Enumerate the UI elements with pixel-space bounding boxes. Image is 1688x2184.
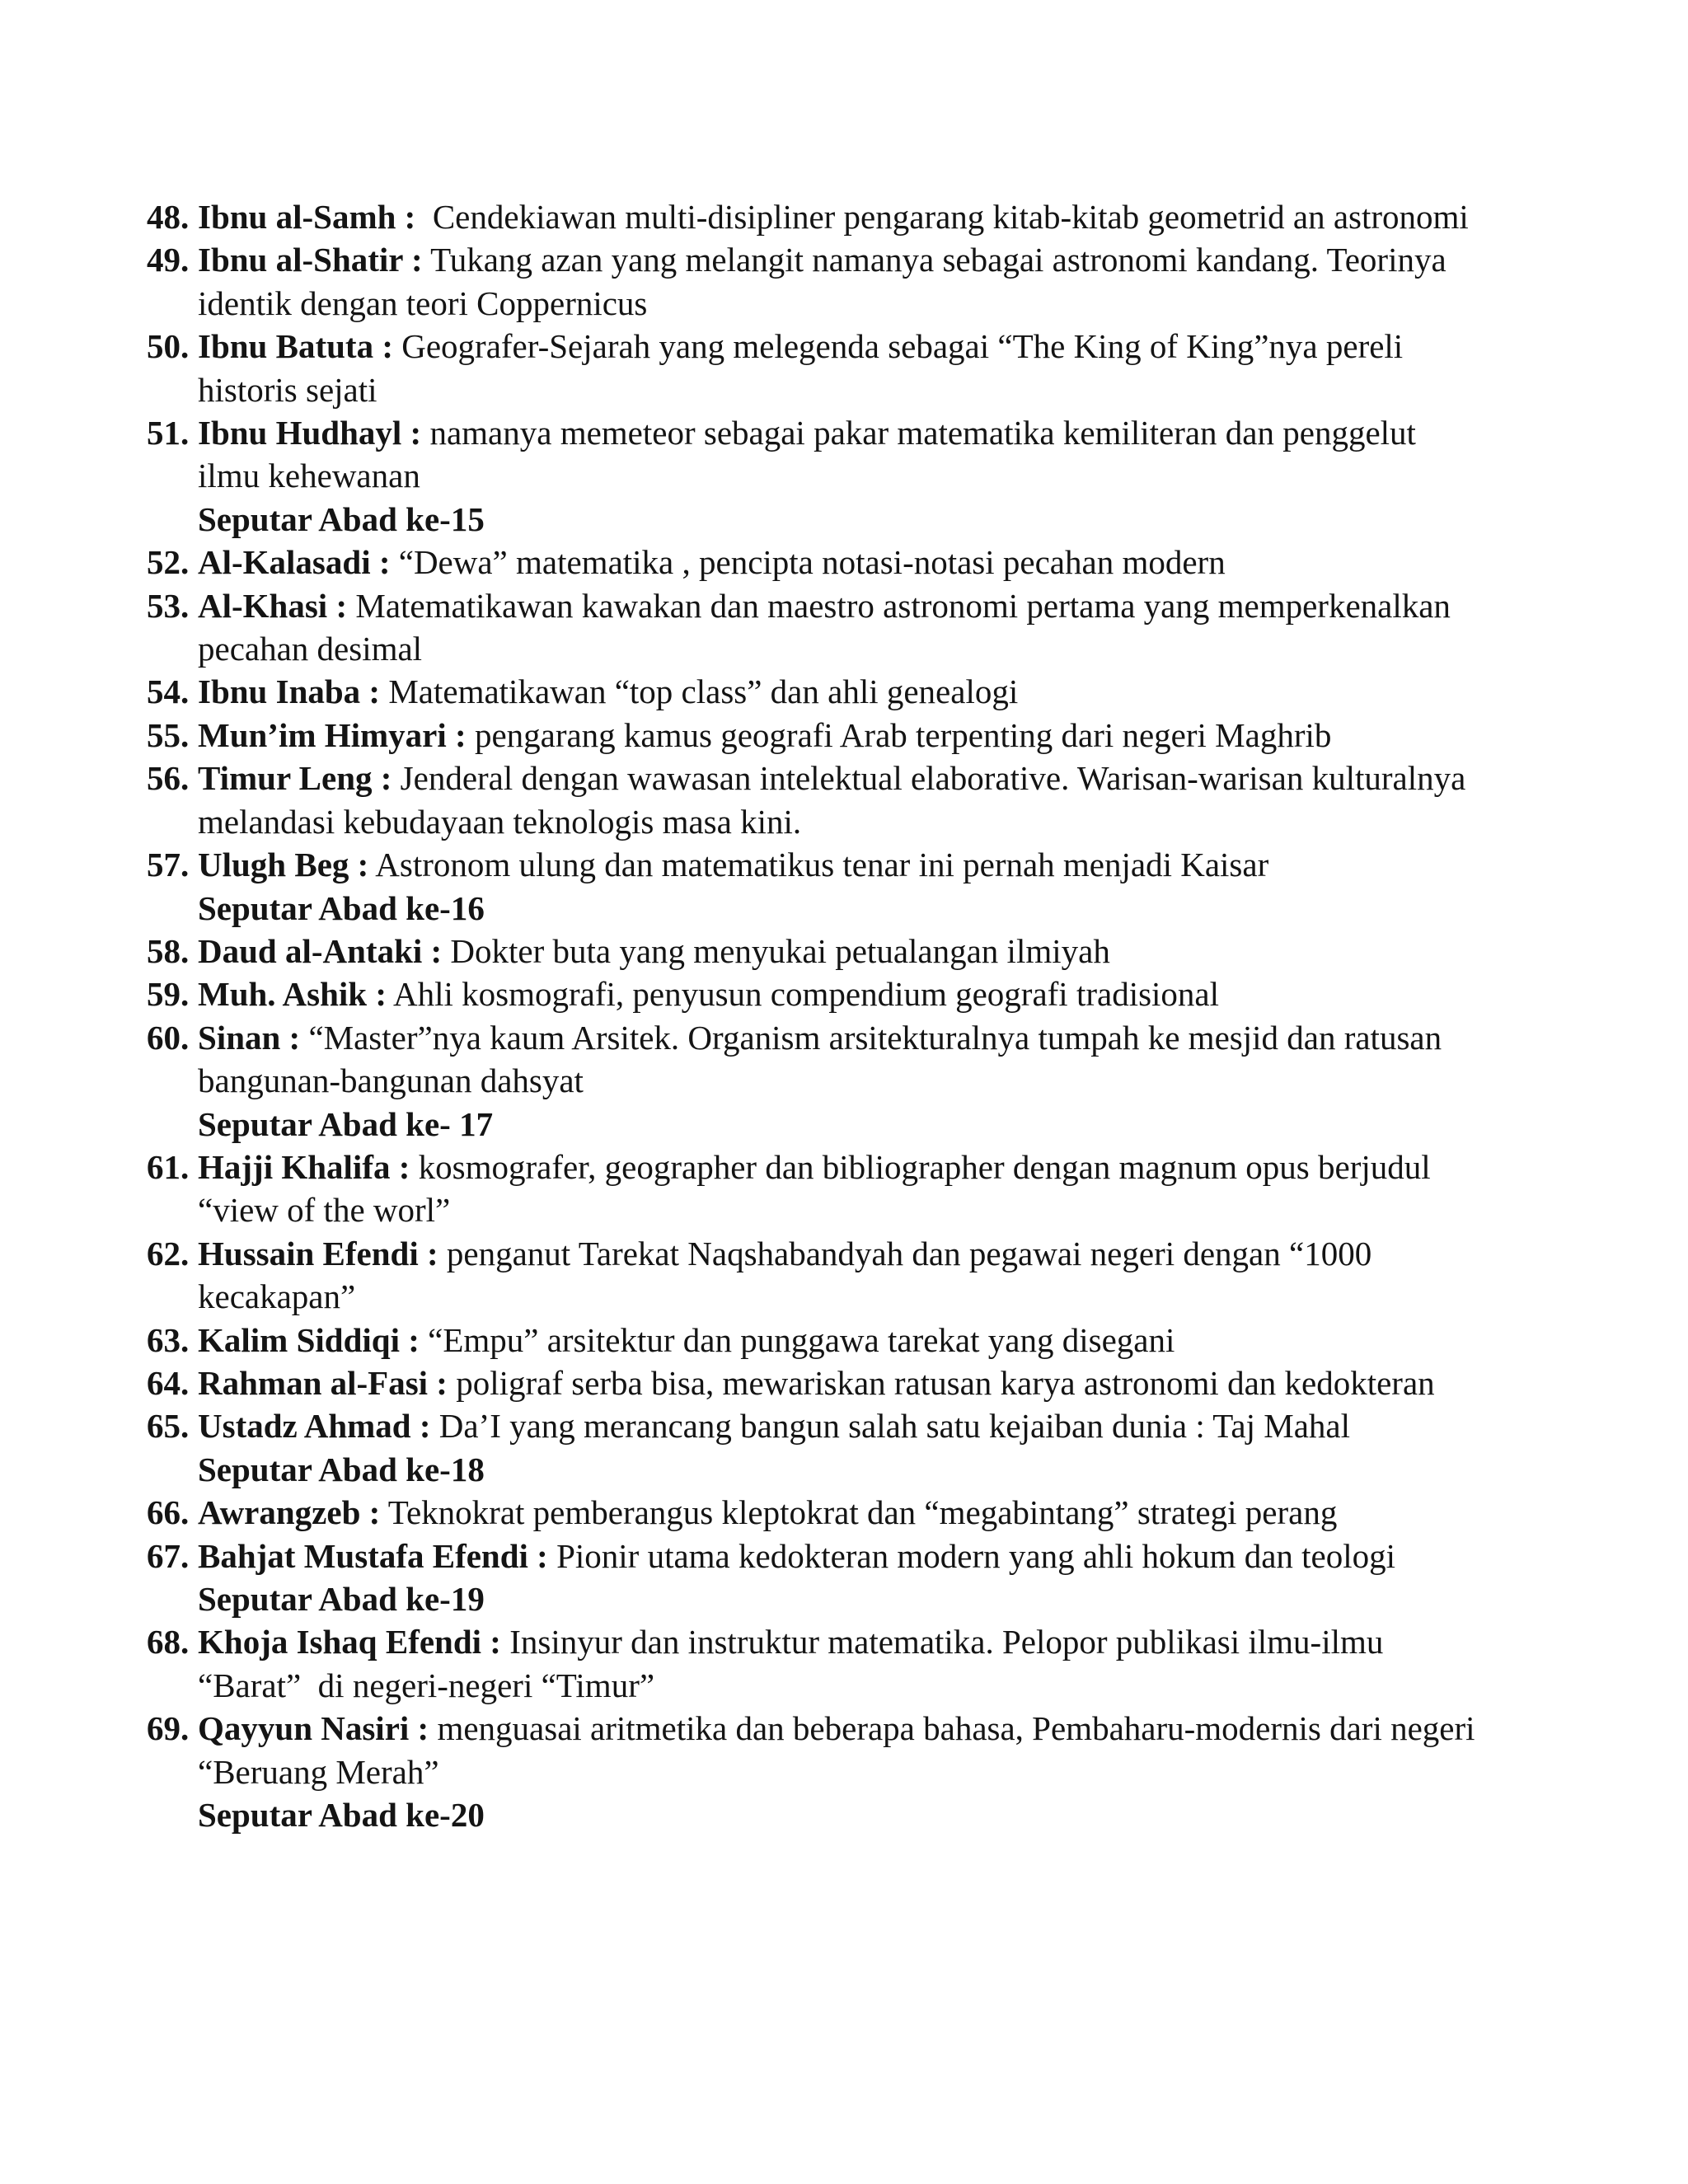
scholar-description: Ahli kosmografi, penyusun compendium geografi tradisional (387, 975, 1220, 1014)
scholar-name: Kalim Siddiqi : (198, 1320, 420, 1359)
scholar-name: Ibnu al-Shatir : (198, 241, 423, 279)
list-item (147, 1707, 1482, 1793)
list-item (147, 843, 1482, 886)
scholar-description: “Dewa” matematika , pencipta notasi-notasi pecahan modern (390, 543, 1226, 582)
list-item (147, 1361, 1482, 1404)
item-number: 69. (147, 1709, 190, 1748)
item-number: 62. (147, 1234, 190, 1272)
item-number: 49. (147, 241, 190, 279)
scholar-description: Astronom ulung dan matematikus tenar ini pernah menjadi Kaisar (368, 846, 1269, 884)
scholar-name: Al-Kalasadi : (198, 543, 391, 582)
scholar-description: Pionir utama kedokteran modern yang ahli hokum dan teologi (547, 1536, 1396, 1575)
scholar-description: Jenderal dengan wawasan intelektual elaborative. Warisan-warisan kulturalnya melandasi kebudayaan teknologis masa kini. (198, 759, 1475, 841)
item-number: 56. (147, 759, 190, 798)
list-item (147, 541, 1482, 583)
list-item (147, 757, 1482, 843)
scholar-description: Da’I yang merancang bangun salah satu kejaiban dunia : Taj Mahal (430, 1407, 1350, 1446)
scholar-description: Teknokrat pemberangus kleptokrat dan “megabintang” strategi perang (380, 1493, 1338, 1532)
scholar-name: Muh. Ashik : (198, 975, 387, 1014)
list-item (147, 238, 1482, 325)
scholar-description: penganut Tarekat Naqshabandyah dan pegawai negeri dengan “1000 kecakapan” (198, 1234, 1381, 1316)
list-item (147, 1016, 1482, 1103)
list-item (147, 930, 1482, 972)
item-number: 51. (147, 414, 190, 452)
scholar-name: Sinan : (198, 1018, 301, 1057)
scholar-description: Geografer-Sejarah yang melegenda sebagai “The King of King”nya pereli historis sejati (198, 327, 1412, 409)
item-number: 55. (147, 715, 190, 754)
century-heading: Seputar Abad ke- 17 (198, 1104, 494, 1143)
scholar-description: Matematikawan kawakan dan maestro astronomi pertama yang memperkenalkan pecahan desimal (198, 586, 1460, 668)
list-item (147, 1620, 1482, 1707)
item-number: 64. (147, 1363, 190, 1402)
item-number: 60. (147, 1018, 190, 1057)
scholar-description: Cendekiawan multi-disipliner pengarang kitab-kitab geometrid an astronomi (415, 198, 1469, 236)
scholar-name: Ulugh Beg : (198, 846, 369, 884)
item-number: 48. (147, 198, 190, 236)
scholar-description: pengarang kamus geografi Arab terpenting dari negeri Maghrib (466, 715, 1332, 754)
scholar-name: Hajji Khalifa : (198, 1147, 410, 1186)
item-number: 68. (147, 1623, 190, 1661)
century-heading: Seputar Abad ke-20 (198, 1796, 485, 1835)
scholar-name: Hussain Efendi : (198, 1234, 438, 1272)
scholar-name: Bahjat Mustafa Efendi : (198, 1536, 548, 1575)
list-item (147, 1232, 1482, 1319)
scholar-name: Qayyun Nasiri : (198, 1709, 429, 1748)
scholar-description: kosmografer, geographer dan bibliographer dengan magnum opus berjudul “view of the worl” (198, 1147, 1439, 1230)
scholar-name: Rahman al-Fasi : (198, 1363, 448, 1402)
item-number: 58. (147, 931, 190, 970)
scholar-name: Timur Leng : (198, 759, 392, 798)
scholar-name: Ibnu al-Samh : (198, 198, 416, 236)
list-item (147, 584, 1482, 671)
item-number: 61. (147, 1147, 190, 1186)
list-item (147, 1535, 1482, 1577)
item-number: 63. (147, 1320, 190, 1359)
item-number: 52. (147, 543, 190, 582)
item-number: 59. (147, 975, 190, 1014)
scholar-description: Tukang azan yang melangit namanya sebagai astronomi kandang. Teorinya identik dengan teori Coppernicus (198, 241, 1455, 322)
list-item (147, 195, 1482, 238)
century-heading: Seputar Abad ke-18 (198, 1450, 485, 1488)
list-item (147, 670, 1482, 713)
list-item (147, 411, 1482, 498)
item-number: 67. (147, 1536, 190, 1575)
scholar-description: Matematikawan “top class” dan ahli genealogi (380, 673, 1019, 711)
scholar-description: “Master”nya kaum Arsitek. Organism arsitekturalnya tumpah ke mesjid dan ratusan bangunan-bangunan dahsyat (198, 1018, 1451, 1100)
scholar-description: poligraf serba bisa, mewariskan ratusan karya astronomi dan kedokteran (447, 1363, 1435, 1402)
scholar-description: namanya memeteor sebagai pakar matematika kemiliteran dan penggelut ilmu kehewanan (198, 414, 1425, 495)
scholar-name: Awrangzeb : (198, 1493, 381, 1532)
scholar-name: Ibnu Hudhayl : (198, 414, 422, 452)
scholar-description: menguasai aritmetika dan beberapa bahasa, Pembaharu-modernis dari negeri “Beruang Merah” (198, 1709, 1484, 1791)
scholar-name: Ustadz Ahmad : (198, 1407, 431, 1446)
scholar-name: Daud al-Antaki : (198, 931, 443, 970)
scholar-description: Dokter buta yang menyukai petualangan ilmiyah (442, 931, 1110, 970)
list-item (147, 1146, 1482, 1232)
list-item (147, 1491, 1482, 1534)
item-number: 57. (147, 846, 190, 884)
list-item (147, 714, 1482, 757)
entry-list (147, 195, 1482, 1836)
scholar-name: Khoja Ishaq Efendi : (198, 1623, 501, 1661)
item-number: 50. (147, 327, 190, 366)
scholar-description: “Empu” arsitektur dan punggawa tarekat yang disegani (419, 1320, 1175, 1359)
item-number: 65. (147, 1407, 190, 1446)
scholar-name: Ibnu Batuta : (198, 327, 393, 366)
century-heading: Seputar Abad ke-15 (198, 499, 485, 538)
item-number: 53. (147, 586, 190, 625)
item-number: 54. (147, 673, 190, 711)
scholar-name: Mun’im Himyari : (198, 715, 467, 754)
century-heading: Seputar Abad ke-16 (198, 888, 485, 927)
list-item (147, 972, 1482, 1015)
century-heading: Seputar Abad ke-19 (198, 1580, 485, 1618)
list-item (147, 325, 1482, 411)
list-item (147, 1319, 1482, 1361)
scholar-description: Insinyur dan instruktur matematika. Pelopor publikasi ilmu-ilmu “Barat” di negeri-negeri “Timur” (198, 1623, 1392, 1704)
item-number: 66. (147, 1493, 190, 1532)
scholar-name: Ibnu Inaba : (198, 673, 381, 711)
scholar-name: Al-Khasi : (198, 586, 348, 625)
list-item (147, 1404, 1482, 1447)
